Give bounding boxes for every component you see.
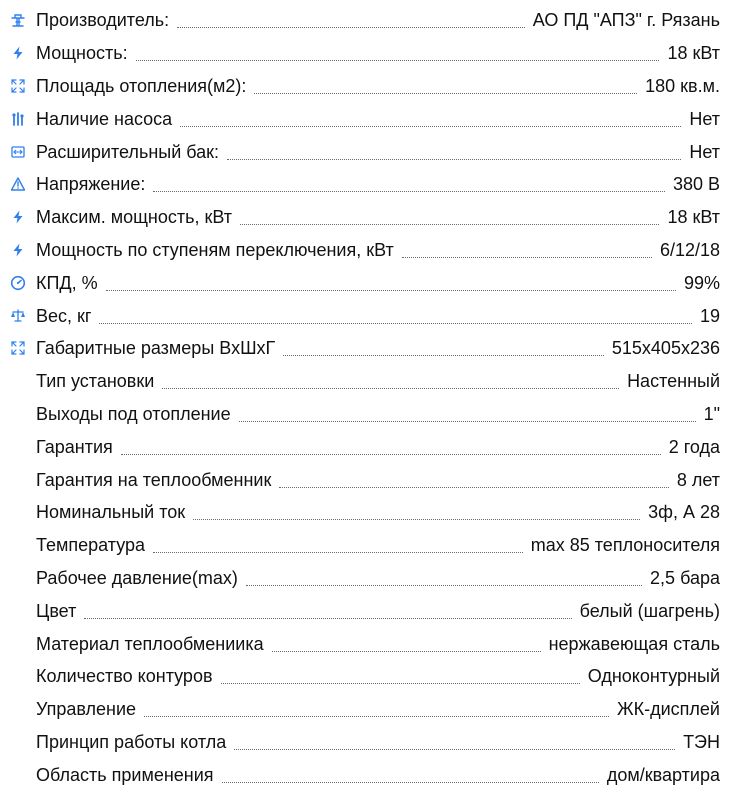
spec-label: Цвет xyxy=(36,600,77,621)
spec-row xyxy=(0,398,730,431)
spec-row xyxy=(0,135,730,168)
dotted-leader xyxy=(193,518,640,520)
spec-value: 3ф, А 28 xyxy=(648,502,720,523)
spec-row xyxy=(0,726,730,759)
spec-value: 515х405х236 xyxy=(611,338,720,359)
spec-row xyxy=(0,594,730,627)
spec-value: 18 кВт xyxy=(667,43,720,64)
spec-value: 180 кв.м. xyxy=(645,75,720,96)
spec-value: 2 года xyxy=(668,436,720,457)
spec-label: Номинальный ток xyxy=(36,502,186,523)
spec-row xyxy=(0,463,730,496)
dotted-leader xyxy=(99,322,692,324)
spec-label: Количество контуров xyxy=(36,666,213,687)
spec-value: Одноконтурный xyxy=(587,666,720,687)
spec-label: Рабочее давление(max) xyxy=(36,567,238,588)
spec-label: Максим. мощность, кВт xyxy=(36,207,233,228)
spec-value: 1" xyxy=(703,403,720,424)
dotted-leader xyxy=(246,584,642,586)
dotted-leader xyxy=(239,420,696,422)
spec-row xyxy=(0,496,730,529)
dotted-leader xyxy=(402,256,652,258)
dimensions-expand-icon xyxy=(10,340,26,356)
spec-value: 6/12/18 xyxy=(659,239,720,260)
spec-row xyxy=(0,168,730,201)
dotted-leader xyxy=(136,59,660,61)
spec-label: Гарантия xyxy=(36,436,113,457)
spec-label: Вес, кг xyxy=(36,305,92,326)
spec-row xyxy=(0,693,730,726)
lightning-icon xyxy=(10,242,26,258)
spec-label: Производитель: xyxy=(36,10,170,31)
spec-value: Нет xyxy=(689,141,720,162)
dotted-leader xyxy=(254,92,637,94)
spec-label: Управление xyxy=(36,699,137,720)
spec-label: КПД, % xyxy=(36,272,98,293)
spec-row xyxy=(0,365,730,398)
dotted-leader xyxy=(106,289,676,291)
spec-label: Температура xyxy=(36,535,146,556)
dotted-leader xyxy=(227,158,681,160)
spec-label: Мощность: xyxy=(36,43,128,64)
dotted-leader xyxy=(272,650,541,652)
pump-icon xyxy=(10,111,26,127)
spec-label: Наличие насоса xyxy=(36,108,173,129)
spec-label: Выходы под отопление xyxy=(36,403,231,424)
dotted-leader xyxy=(180,125,681,127)
spec-value: max 85 теплоносителя xyxy=(530,535,720,556)
dotted-leader xyxy=(84,617,571,619)
dotted-leader xyxy=(121,453,661,455)
spec-label: Область применения xyxy=(36,764,214,785)
spec-value: 2,5 бара xyxy=(650,567,720,588)
spec-row xyxy=(0,37,730,70)
dotted-leader xyxy=(153,551,523,553)
dotted-leader xyxy=(234,748,675,750)
spec-label: Напряжение: xyxy=(36,174,146,195)
spec-value: нержавеющая сталь xyxy=(548,633,720,654)
lightning-icon xyxy=(10,45,26,61)
spec-label: Тип установки xyxy=(36,371,155,392)
dotted-leader xyxy=(144,715,609,717)
spec-label: Габаритные размеры ВхШхГ xyxy=(36,338,276,359)
spec-value: ТЭН xyxy=(683,731,720,752)
spec-value: 380 В xyxy=(672,174,720,195)
spec-row xyxy=(0,234,730,267)
spec-row xyxy=(0,430,730,463)
spec-label: Принцип работы котла xyxy=(36,731,227,752)
spec-row xyxy=(0,4,730,37)
spec-row xyxy=(0,627,730,660)
dotted-leader xyxy=(221,682,580,684)
spec-label: Гарантия на теплообменник xyxy=(36,469,272,490)
efficiency-gauge-icon xyxy=(10,275,26,291)
spec-row xyxy=(0,266,730,299)
spec-value: 8 лет xyxy=(676,469,720,490)
dotted-leader xyxy=(177,26,525,28)
spec-label: Площадь отопления(м2): xyxy=(36,75,247,96)
voltage-warning-icon xyxy=(10,176,26,192)
spec-value: белый (шагрень) xyxy=(579,600,720,621)
spec-row xyxy=(0,758,730,791)
dotted-leader xyxy=(153,190,665,192)
dotted-leader xyxy=(283,354,604,356)
dotted-leader xyxy=(222,781,599,783)
expansion-tank-icon xyxy=(10,144,26,160)
spec-value: Нет xyxy=(689,108,720,129)
spec-row xyxy=(0,102,730,135)
spec-row xyxy=(0,332,730,365)
spec-row xyxy=(0,299,730,332)
spec-row xyxy=(0,201,730,234)
spec-row xyxy=(0,660,730,693)
dotted-leader xyxy=(240,223,659,225)
dotted-leader xyxy=(279,486,668,488)
spec-value: 19 xyxy=(699,305,720,326)
spec-value: ЖК-дисплей xyxy=(617,699,720,720)
manufacturer-icon xyxy=(10,12,26,28)
spec-label: Расширительный бак: xyxy=(36,141,220,162)
spec-row xyxy=(0,529,730,562)
spec-value: 18 кВт xyxy=(667,207,720,228)
spec-label: Мощность по ступеням переключения, кВт xyxy=(36,239,394,260)
spec-value: Настенный xyxy=(627,371,720,392)
spec-row xyxy=(0,562,730,595)
scales-icon xyxy=(10,308,26,324)
spec-value: дом/квартира xyxy=(606,764,720,785)
spec-row xyxy=(0,70,730,103)
area-expand-icon xyxy=(10,78,26,94)
spec-value: АО ПД "АПЗ" г. Рязань xyxy=(532,10,720,31)
lightning-icon xyxy=(10,209,26,225)
spec-value: 99% xyxy=(683,272,720,293)
spec-label: Материал теплообмениика xyxy=(36,633,264,654)
dotted-leader xyxy=(162,387,619,389)
